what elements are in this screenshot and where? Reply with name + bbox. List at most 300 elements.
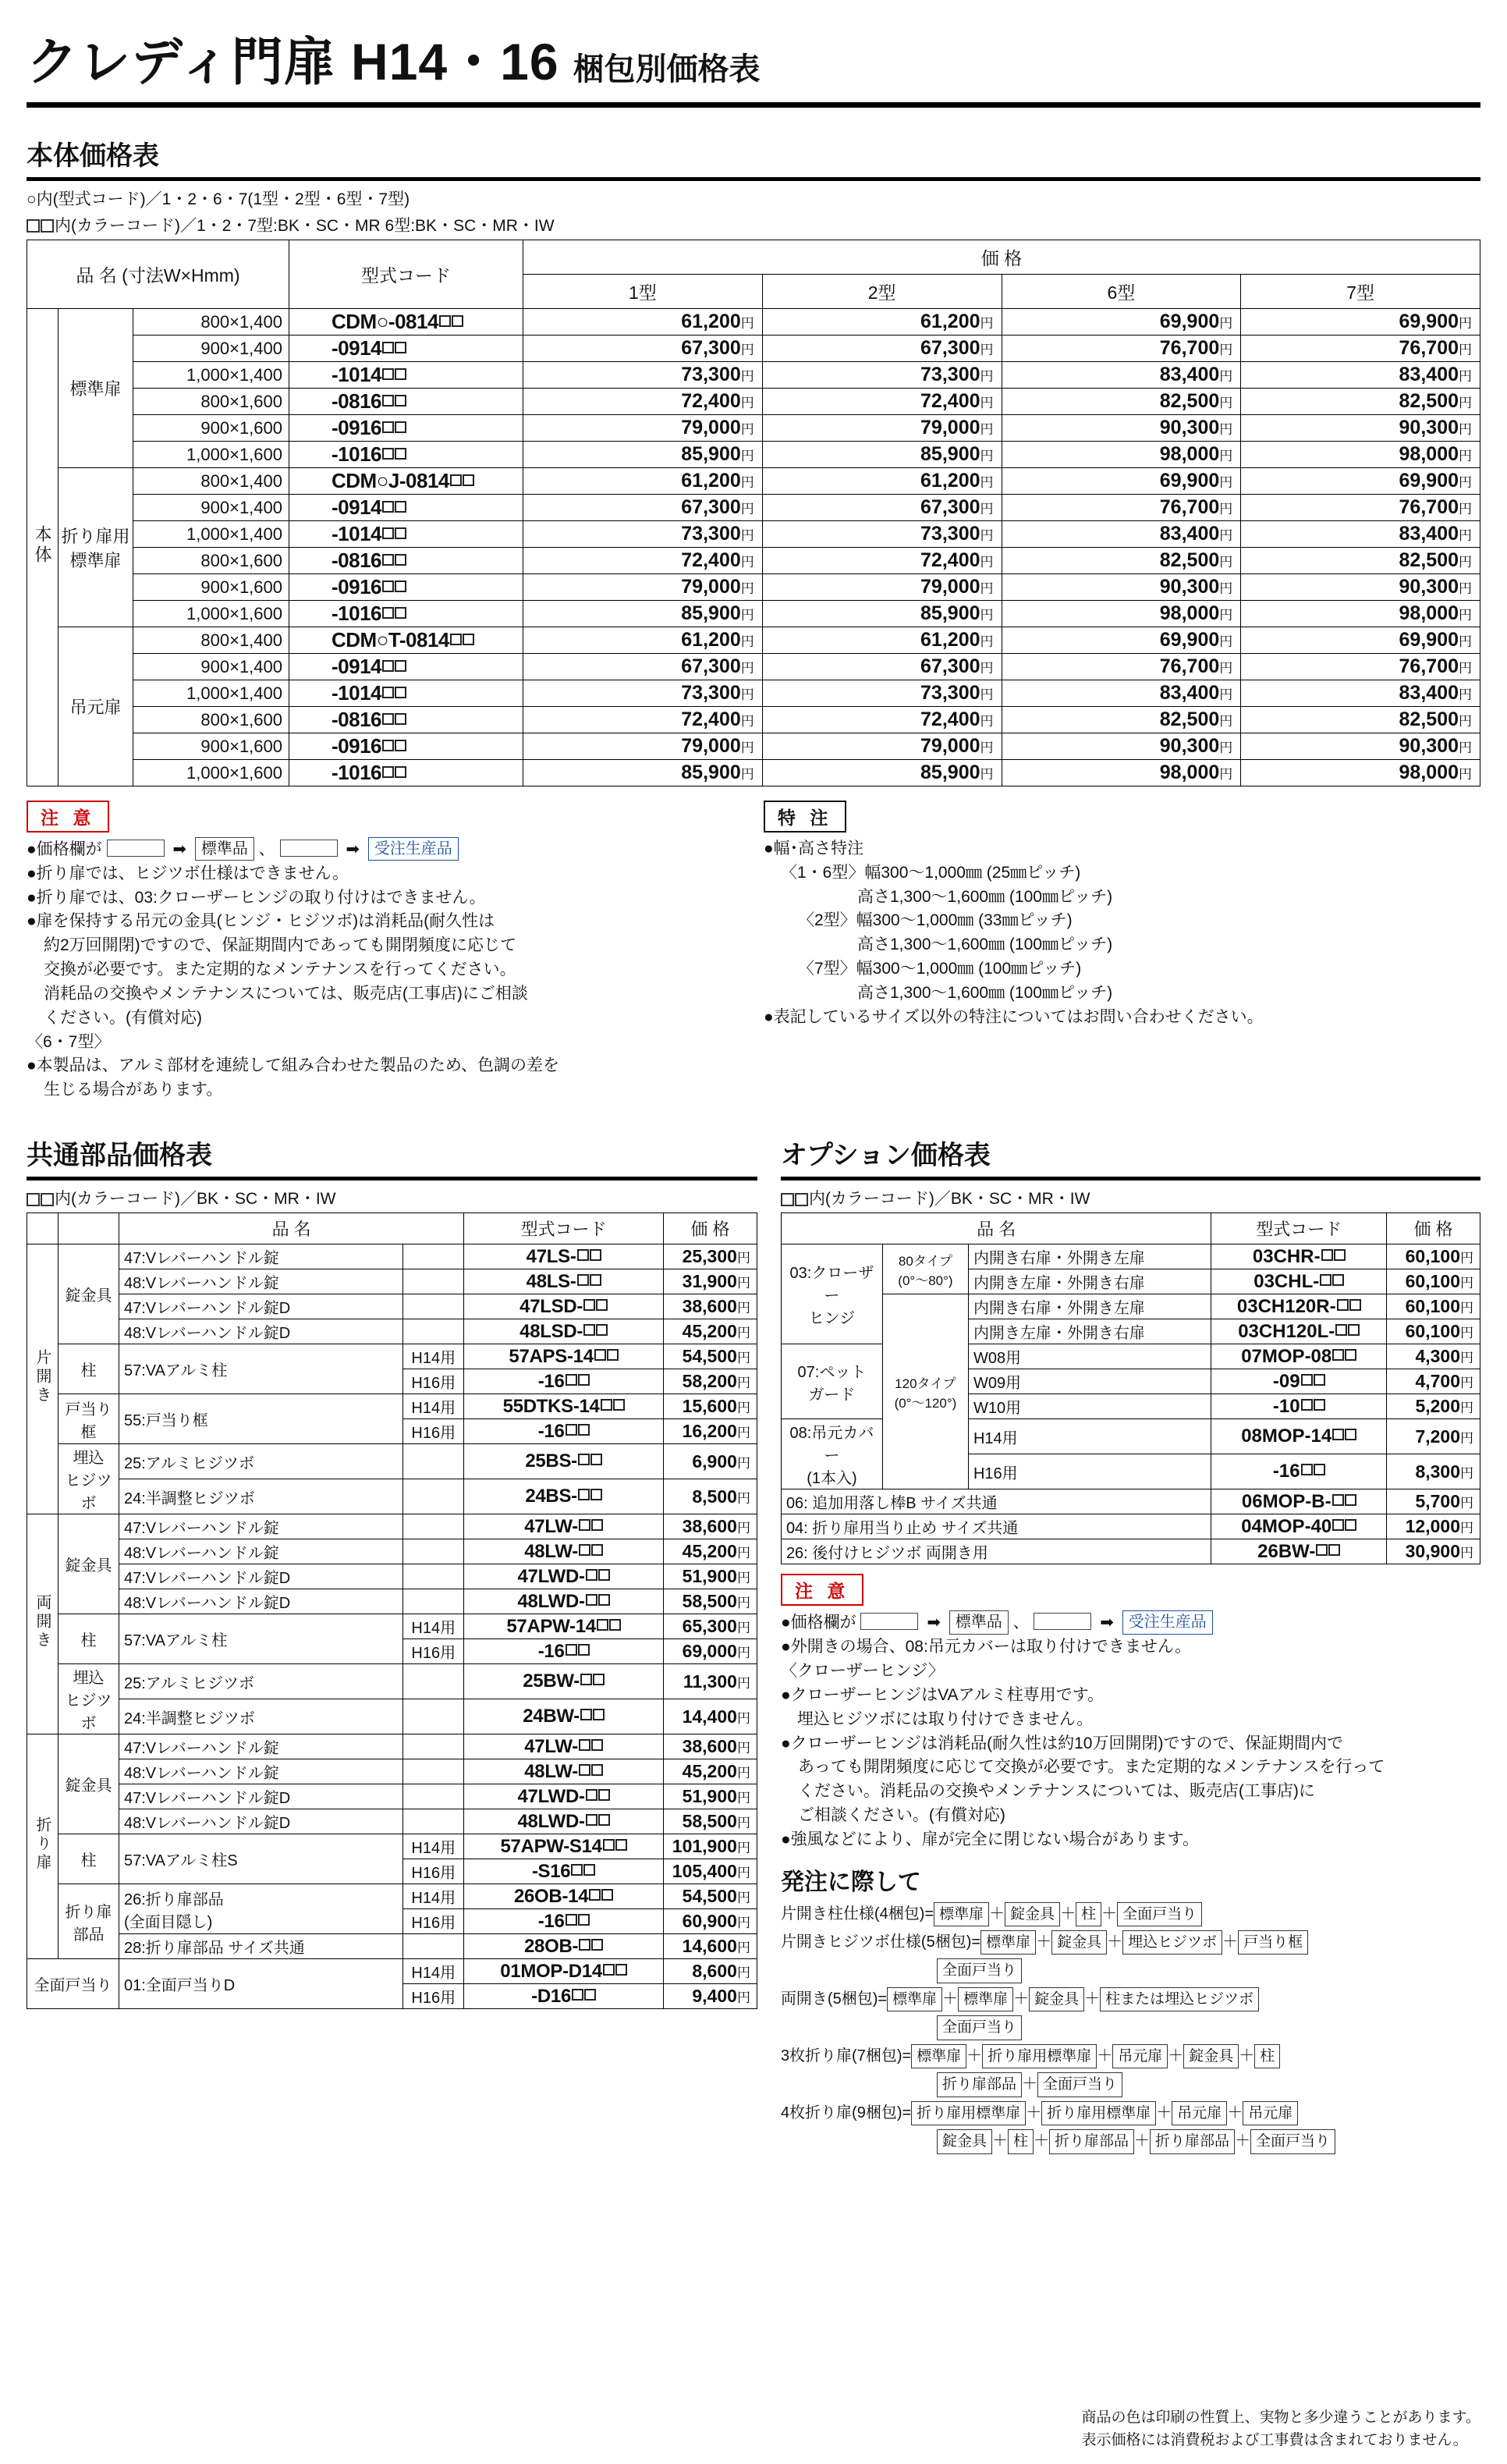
option-heading: オプション価格表 xyxy=(780,1140,991,1170)
parts-code: 55DTKS-14 xyxy=(464,1394,664,1419)
parts-sub-label xyxy=(403,1479,464,1514)
parts-code: 57APS-14 xyxy=(464,1344,664,1369)
option-price-legend xyxy=(781,1610,1480,1635)
parts-side-label: 両開き xyxy=(27,1514,59,1734)
cell-price-type6: 90,300円 xyxy=(1002,574,1241,601)
table-row xyxy=(27,1884,757,1909)
parts-side-label: 折り扉 xyxy=(27,1734,59,1959)
caution-tag: 注 意 xyxy=(27,801,109,833)
parts-price: 6,900円 xyxy=(663,1444,757,1479)
parts-sub-label xyxy=(403,1514,464,1539)
cell-price-type6: 76,700円 xyxy=(1002,336,1241,362)
cell-code: CDM○J-0814 xyxy=(289,468,523,495)
table-row xyxy=(27,1589,757,1614)
option-price: 60,100円 xyxy=(1387,1294,1480,1319)
order-line-label: 片開き柱仕様(4梱包)= xyxy=(780,1905,934,1923)
th-type2: 2型 xyxy=(762,275,1002,309)
body-note-2 xyxy=(27,214,1480,239)
option-color-box-icon-2 xyxy=(795,1193,808,1206)
cell-price-type2: 73,300円 xyxy=(762,680,1002,707)
parts-sub-label: H16用 xyxy=(403,1984,464,2009)
cell-price-type1: 67,300円 xyxy=(523,495,763,521)
cell-price-type1: 72,400円 xyxy=(523,389,763,415)
parts-price: 15,600円 xyxy=(663,1394,757,1419)
cell-size: 800×1,600 xyxy=(133,707,289,733)
order-part-chip: 吊元扉 xyxy=(1172,2101,1227,2125)
parts-sub-label xyxy=(403,1319,464,1344)
legend-standard-label: 標準品 xyxy=(195,837,254,861)
parts-side-label: 片開き xyxy=(27,1244,59,1514)
parts-code: -D16 xyxy=(464,1984,664,2009)
legend-arrow-icon-2: ➡ xyxy=(346,840,360,858)
body-section-divider xyxy=(27,177,1480,181)
cell-price-type7: 83,400円 xyxy=(1241,680,1480,707)
parts-sub-label xyxy=(403,1589,464,1614)
order-line xyxy=(781,1958,1480,1983)
cell-price-type7: 76,700円 xyxy=(1241,495,1480,521)
parts-sub-label: H16用 xyxy=(403,1859,464,1884)
th-parts-group xyxy=(59,1213,119,1244)
table-row xyxy=(27,680,1480,707)
order-part-chip: 戸当り框 xyxy=(1238,1930,1308,1955)
bottom-columns xyxy=(27,1107,1480,2157)
special-line-3: 〈2型〉幅300～1,000㎜ (33㎜ピッチ) xyxy=(798,911,1073,930)
parts-name: 47:Vレバーハンドル錠 xyxy=(119,1244,403,1269)
option-name: 内開き右扉・外開き左扉 xyxy=(968,1294,1211,1319)
table-row xyxy=(27,415,1480,442)
cell-price-type6: 82,500円 xyxy=(1002,389,1241,415)
cell-price-type6: 83,400円 xyxy=(1002,521,1241,548)
parts-sub-label xyxy=(403,1759,464,1784)
option-section xyxy=(781,1107,1480,2157)
parts-name: 48:Vレバーハンドル錠D xyxy=(119,1809,403,1834)
parts-name: 25:アルミヒジツボ xyxy=(119,1664,403,1699)
cell-price-type2: 72,400円 xyxy=(762,548,1002,574)
parts-code: 48LWD- xyxy=(464,1809,664,1834)
cell-price-type6: 90,300円 xyxy=(1002,733,1241,760)
cell-size: 1,000×1,600 xyxy=(133,760,289,786)
option-name: 内開き左扉・外開き右扉 xyxy=(968,1269,1211,1294)
order-heading: 発注に際して xyxy=(780,1869,921,1895)
parts-code: 47LS- xyxy=(464,1244,664,1269)
table-row xyxy=(27,336,1480,362)
parts-sub-label xyxy=(403,1444,464,1479)
parts-sub-label: H16用 xyxy=(403,1639,464,1664)
th-option-name: 品 名 xyxy=(781,1213,1211,1244)
order-line: 片開き柱仕様(4梱包)= 標準扉 ＋ 錠金具 ＋ 柱 ＋ 全面戸当り xyxy=(781,1901,1480,1927)
page-subtitle: 梱包別価格表 xyxy=(573,52,761,87)
order-line-label: 両開き(5梱包)= xyxy=(780,1990,888,2008)
option-table xyxy=(781,1212,1480,1564)
cell-price-type6: 98,000円 xyxy=(1002,760,1241,786)
caution-line-9: 生じる場合があります。 xyxy=(44,1081,223,1099)
body-section-heading: 本体価格表 xyxy=(27,141,159,171)
row-group-label: 吊元扉 xyxy=(59,627,133,786)
order-part-chip: 標準扉 xyxy=(911,2044,966,2068)
opt-caution-line-2: ●クローザーヒンジはVAアルミ柱専用です。 xyxy=(780,1685,1105,1704)
table-row xyxy=(27,1934,757,1959)
parts-sub-label: H16用 xyxy=(403,1909,464,1934)
order-part-chip: 全面戸当り xyxy=(937,1958,1022,1983)
table-row xyxy=(27,1564,757,1589)
option-name: 内開き右扉・外開き左扉 xyxy=(968,1244,1211,1269)
cell-price-type2: 85,900円 xyxy=(762,760,1002,786)
parts-name: 47:Vレバーハンドル錠D xyxy=(119,1294,403,1319)
parts-name: 48:Vレバーハンドル錠D xyxy=(119,1319,403,1344)
parts-color-box-icon xyxy=(27,1193,40,1206)
option-name: 内開き左扉・外開き右扉 xyxy=(968,1319,1211,1344)
order-line-label: 4枚折り扉(9梱包)= xyxy=(780,2104,912,2121)
cell-size: 1,000×1,400 xyxy=(133,521,289,548)
cell-price-type6: 76,700円 xyxy=(1002,495,1241,521)
table-row xyxy=(27,627,1480,654)
page-title: クレディ門扉 H14・16 xyxy=(27,33,559,91)
parts-code: 28OB- xyxy=(464,1934,664,1959)
table-row xyxy=(27,1759,757,1784)
cell-price-type1: 79,000円 xyxy=(523,415,763,442)
parts-price: 38,600円 xyxy=(663,1514,757,1539)
cell-price-type6: 82,500円 xyxy=(1002,707,1241,733)
parts-price: 11,300円 xyxy=(663,1664,757,1699)
notes-area xyxy=(27,801,1480,1102)
cell-size: 1,000×1,400 xyxy=(133,362,289,389)
cell-price-type2: 72,400円 xyxy=(762,389,1002,415)
cell-price-type2: 67,300円 xyxy=(762,654,1002,680)
parts-code: 47LW- xyxy=(464,1734,664,1759)
table-row xyxy=(27,760,1480,786)
table-row xyxy=(27,1734,757,1759)
parts-name: 48:Vレバーハンドル錠 xyxy=(119,1269,403,1294)
table-row xyxy=(27,1614,757,1639)
parts-price: 58,500円 xyxy=(663,1589,757,1614)
table-row xyxy=(27,1294,757,1319)
parts-sub-label xyxy=(403,1809,464,1834)
parts-price: 31,900円 xyxy=(663,1269,757,1294)
option-name: W10用 xyxy=(968,1394,1211,1419)
parts-code: 57APW-14 xyxy=(464,1614,664,1639)
cell-price-type7: 90,300円 xyxy=(1241,733,1480,760)
option-code: 03CHR- xyxy=(1211,1244,1387,1269)
table-row xyxy=(27,468,1480,495)
table-row xyxy=(27,654,1480,680)
option-price: 60,100円 xyxy=(1387,1244,1480,1269)
body-price-table xyxy=(27,240,1480,786)
parts-name: 48:Vレバーハンドル錠 xyxy=(119,1759,403,1784)
caution-line-5: 消耗品の交換やメンテナンスについては、販売店(工事店)にご相談 xyxy=(44,984,528,1003)
parts-code: 48LWD- xyxy=(464,1589,664,1614)
cell-price-type7: 82,500円 xyxy=(1241,548,1480,574)
option-code: 07MOP-08 xyxy=(1211,1344,1387,1369)
parts-name: 57:VAアルミ柱 xyxy=(119,1344,403,1394)
order-part-chip: 全面戸当り xyxy=(1250,2129,1335,2153)
parts-price: 58,500円 xyxy=(663,1809,757,1834)
cell-price-type2: 79,000円 xyxy=(762,574,1002,601)
parts-code: 26OB-14 xyxy=(464,1884,664,1909)
option-divider xyxy=(781,1177,1480,1181)
table-row xyxy=(781,1489,1480,1514)
parts-price: 54,500円 xyxy=(663,1344,757,1369)
caution-block xyxy=(27,801,743,1102)
cell-code: -0916 xyxy=(289,574,523,601)
option-price: 60,100円 xyxy=(1387,1319,1480,1344)
cell-price-type2: 79,000円 xyxy=(762,733,1002,760)
order-line xyxy=(781,2015,1480,2040)
option-price: 4,300円 xyxy=(1387,1344,1480,1369)
parts-sub-label xyxy=(403,1784,464,1809)
th-product-name: 品 名 (寸法W×Hmm) xyxy=(27,240,289,309)
cell-price-type7: 69,900円 xyxy=(1241,468,1480,495)
parts-name: 48:Vレバーハンドル錠D xyxy=(119,1589,403,1614)
order-part-chip: 柱または埋込ヒジツボ xyxy=(1100,1987,1259,2011)
option-price: 5,200円 xyxy=(1387,1394,1480,1419)
special-line-4: 高さ1,300～1,600㎜ (100㎜ピッチ) xyxy=(857,936,1113,954)
body-note-1: ○内(型式コード)／1・2・6・7(1型・2型・6型・7型) xyxy=(27,190,410,208)
table-row xyxy=(27,601,1480,627)
cell-price-type1: 85,900円 xyxy=(523,601,763,627)
cell-code: -0916 xyxy=(289,415,523,442)
parts-code: 25BW- xyxy=(464,1664,664,1699)
cell-size: 1,000×1,600 xyxy=(133,601,289,627)
order-part-chip: 吊元扉 xyxy=(1243,2101,1298,2125)
order-part-chip: 折り扉用標準扉 xyxy=(982,2044,1097,2068)
cell-price-type2: 73,300円 xyxy=(762,521,1002,548)
parts-code: -16 xyxy=(464,1369,664,1394)
cell-price-type1: 61,200円 xyxy=(523,309,763,336)
parts-sub-label xyxy=(403,1269,464,1294)
page-footer xyxy=(1082,2407,1480,2452)
cell-price-type2: 61,200円 xyxy=(762,468,1002,495)
caution-line-7: 〈6・7型〉 xyxy=(27,1032,111,1051)
legend-madeorder-label: 受注生産品 xyxy=(368,837,459,861)
cell-price-type7: 82,500円 xyxy=(1241,707,1480,733)
parts-sub-label: H14用 xyxy=(403,1959,464,1984)
cell-price-type7: 69,900円 xyxy=(1241,309,1480,336)
cell-code: -1016 xyxy=(289,442,523,468)
option-price: 5,700円 xyxy=(1387,1489,1480,1514)
option-code: 26BW- xyxy=(1211,1539,1387,1564)
table-row xyxy=(27,1539,757,1564)
parts-sub-label: H14用 xyxy=(403,1344,464,1369)
footer-line-2: 表示価格には消費税および工事費は含まれておりません。 xyxy=(1081,2431,1468,2448)
cell-price-type1: 67,300円 xyxy=(523,654,763,680)
cell-price-type1: 67,300円 xyxy=(523,336,763,362)
parts-sub-label xyxy=(403,1294,464,1319)
special-line-1: 〈1・6型〉幅300～1,000㎜ (25㎜ピッチ) xyxy=(781,863,1081,882)
cell-price-type7: 76,700円 xyxy=(1241,654,1480,680)
parts-name: 47:Vレバーハンドル錠D xyxy=(119,1784,403,1809)
cell-size: 1,000×1,400 xyxy=(133,680,289,707)
parts-sub-label xyxy=(403,1564,464,1589)
option-price: 12,000円 xyxy=(1387,1514,1480,1539)
table-row xyxy=(27,1959,757,1984)
parts-note-text: 内(カラーコード)／BK・SC・MR・IW xyxy=(55,1189,336,1208)
order-part-chip: 全面戸当り xyxy=(1037,2072,1122,2097)
option-group-label: 03:クローザー ヒンジ xyxy=(781,1244,882,1344)
cell-price-type7: 90,300円 xyxy=(1241,415,1480,442)
th-type7: 7型 xyxy=(1241,275,1480,309)
caution-line-4: 交換が必要です。また定期的なメンテナンスを行ってください。 xyxy=(44,960,516,979)
footer-line-1: 商品の色は印刷の性質上、実物と多少違うことがあります。 xyxy=(1081,2409,1480,2426)
cell-price-type7: 83,400円 xyxy=(1241,521,1480,548)
parts-price: 60,900円 xyxy=(663,1909,757,1934)
option-name: 04: 折り扉用当り止め サイズ共通 xyxy=(781,1514,1211,1539)
parts-code: -16 xyxy=(464,1419,664,1444)
parts-price: 105,400円 xyxy=(663,1859,757,1884)
legend-sep: 、 xyxy=(258,840,275,858)
opt-caution-line-0: ●外開きの場合、08:吊元カバーは取り付けできません。 xyxy=(780,1638,1192,1656)
cell-code: CDM○T-0814 xyxy=(289,627,523,654)
cell-size: 800×1,400 xyxy=(133,468,289,495)
option-caution-block xyxy=(781,1574,1480,1851)
option-code: 03CH120R- xyxy=(1211,1294,1387,1319)
cell-price-type2: 61,200円 xyxy=(762,309,1002,336)
parts-group-label: 錠金具 xyxy=(59,1734,119,1834)
parts-name: 47:Vレバーハンドル錠 xyxy=(119,1734,403,1759)
table-row xyxy=(27,1664,757,1699)
parts-code: 01MOP-D14 xyxy=(464,1959,664,1984)
parts-price: 8,500円 xyxy=(663,1479,757,1514)
cell-price-type2: 85,900円 xyxy=(762,442,1002,468)
color-code-box-icon xyxy=(27,219,40,233)
caution-legend-pre: ●価格欄が xyxy=(27,840,102,858)
caution-line-1: ●折り扉では、03:クローザーヒンジの取り付けはできません。 xyxy=(27,888,486,907)
opt-legend-arrow-icon-2: ➡ xyxy=(1100,1614,1114,1632)
parts-name: 47:Vレバーハンドル錠 xyxy=(119,1514,403,1539)
parts-group-label: 柱 xyxy=(59,1344,119,1394)
parts-group-label: 柱 xyxy=(59,1834,119,1884)
order-part-chip: 柱 xyxy=(1076,1902,1101,1926)
page-title-bar xyxy=(27,0,1480,108)
order-part-chip: 錠金具 xyxy=(937,2129,992,2153)
cell-price-type1: 73,300円 xyxy=(523,521,763,548)
table-row xyxy=(27,442,1480,468)
th-option-price: 価 格 xyxy=(1387,1213,1480,1244)
table-row xyxy=(27,548,1480,574)
cell-price-type7: 82,500円 xyxy=(1241,389,1480,415)
cell-price-type6: 76,700円 xyxy=(1002,654,1241,680)
table-row xyxy=(27,1784,757,1809)
special-bullets xyxy=(764,837,1480,1029)
th-parts-code: 型式コード xyxy=(464,1213,664,1244)
option-price: 30,900円 xyxy=(1387,1539,1480,1564)
special-tag: 特 注 xyxy=(764,801,846,833)
cell-code: -0816 xyxy=(289,389,523,415)
cell-price-type6: 83,400円 xyxy=(1002,362,1241,389)
order-part-chip: 折り扉部品 xyxy=(1150,2129,1235,2153)
parts-note xyxy=(27,1187,757,1212)
common-parts-table xyxy=(27,1212,757,2009)
cell-price-type2: 67,300円 xyxy=(762,495,1002,521)
opt-caution-line-8: ●強風などにより、扉が完全に閉じない場合があります。 xyxy=(780,1830,1199,1848)
parts-group-label: 戸当り框 xyxy=(59,1394,119,1444)
cell-price-type1: 85,900円 xyxy=(523,760,763,786)
opt-caution-line-7: ご相談ください。(有償対応) xyxy=(797,1805,1005,1824)
special-line-0: ●幅･高さ特注 xyxy=(764,840,864,857)
caution-price-legend xyxy=(27,837,743,861)
cell-code: -0914 xyxy=(289,654,523,680)
option-group-label: 08:吊元カバー (1本入) xyxy=(781,1419,882,1489)
parts-price: 14,600円 xyxy=(663,1934,757,1959)
option-price: 60,100円 xyxy=(1387,1269,1480,1294)
parts-name: 25:アルミヒジツボ xyxy=(119,1444,403,1479)
cell-price-type1: 79,000円 xyxy=(523,574,763,601)
special-line-2: 高さ1,300～1,600㎜ (100㎜ピッチ) xyxy=(857,887,1113,906)
cell-price-type1: 72,400円 xyxy=(523,548,763,574)
option-name: W08用 xyxy=(968,1344,1211,1369)
cell-code: -0916 xyxy=(289,733,523,760)
th-model-code: 型式コード xyxy=(289,240,523,309)
parts-code: 48LSD- xyxy=(464,1319,664,1344)
cell-price-type1: 72,400円 xyxy=(523,707,763,733)
cell-price-type1: 61,200円 xyxy=(523,627,763,654)
parts-price: 16,200円 xyxy=(663,1419,757,1444)
cell-size: 900×1,400 xyxy=(133,495,289,521)
cell-price-type7: 83,400円 xyxy=(1241,362,1480,389)
body-vertical-label: 本体 xyxy=(27,309,59,786)
order-line: 錠金具 ＋ 柱 ＋ 折り扉部品 ＋ 折り扉部品 ＋ 全面戸当り xyxy=(781,2128,1480,2154)
parts-code: -16 xyxy=(464,1639,664,1664)
order-part-chip: 折り扉用標準扉 xyxy=(1041,2101,1156,2125)
option-name: W09用 xyxy=(968,1369,1211,1394)
table-row xyxy=(27,1269,757,1294)
common-parts-section xyxy=(27,1107,757,2157)
parts-sub-label: H14用 xyxy=(403,1394,464,1419)
parts-name: 28:折り扉部品 サイズ共通 xyxy=(119,1934,403,1959)
parts-price: 101,900円 xyxy=(663,1834,757,1859)
parts-group-label: 埋込 ヒジツボ xyxy=(59,1444,119,1514)
table-row xyxy=(27,495,1480,521)
parts-color-box-icon-2 xyxy=(41,1193,54,1206)
cell-price-type6: 82,500円 xyxy=(1002,548,1241,574)
table-row xyxy=(27,1344,757,1369)
parts-code: -S16 xyxy=(464,1859,664,1884)
caution-line-2: ●扉を保持する吊元の金具(ヒンジ・ヒジツボ)は消耗品(耐久性は xyxy=(27,912,495,931)
table-row xyxy=(781,1294,1480,1319)
parts-price: 38,600円 xyxy=(663,1734,757,1759)
parts-code: -16 xyxy=(464,1909,664,1934)
order-line: 4枚折り扉(9梱包)= 折り扉用標準扉 ＋ 折り扉用標準扉 ＋ 吊元扉 ＋ 吊元扉 xyxy=(781,2100,1480,2126)
cell-price-type2: 61,200円 xyxy=(762,627,1002,654)
option-code: 03CH120L- xyxy=(1211,1319,1387,1344)
parts-group-label: 錠金具 xyxy=(59,1244,119,1344)
parts-price: 51,900円 xyxy=(663,1784,757,1809)
cell-price-type6: 69,900円 xyxy=(1002,309,1241,336)
opt-legend-madeorder-label: 受注生産品 xyxy=(1122,1610,1213,1634)
parts-code: 57APW-S14 xyxy=(464,1834,664,1859)
cell-code: -1016 xyxy=(289,760,523,786)
caution-line-3: 約2万回開閉)ですので、保証期間内であっても開閉頻度に応じて xyxy=(44,936,517,955)
table-row xyxy=(781,1539,1480,1564)
order-part-chip: 全面戸当り xyxy=(1117,1902,1202,1926)
cell-price-type1: 73,300円 xyxy=(523,362,763,389)
order-part-chip: 柱 xyxy=(1254,2044,1280,2068)
cell-price-type1: 73,300円 xyxy=(523,680,763,707)
parts-price: 9,400円 xyxy=(663,1984,757,2009)
order-part-chip: 折り扉部品 xyxy=(1049,2129,1134,2153)
order-part-chip: 標準扉 xyxy=(980,1930,1036,1955)
option-code: 08MOP-14 xyxy=(1211,1419,1387,1454)
table-row xyxy=(27,1444,757,1479)
cell-code: CDM○-0814 xyxy=(289,309,523,336)
option-sub-label: 80タイプ (0°～80°) xyxy=(882,1244,968,1294)
parts-code: 48LW- xyxy=(464,1539,664,1564)
order-part-chip: 標準扉 xyxy=(958,1987,1013,2011)
option-code: -16 xyxy=(1211,1454,1387,1489)
order-line-label: 片開きヒジツボ仕様(5梱包)= xyxy=(780,1933,981,1951)
parts-code: 25BS- xyxy=(464,1444,664,1479)
th-parts-price: 価 格 xyxy=(663,1213,757,1244)
caution-line-0: ●折り扉では、ヒジツボ仕様はできません。 xyxy=(27,864,349,882)
